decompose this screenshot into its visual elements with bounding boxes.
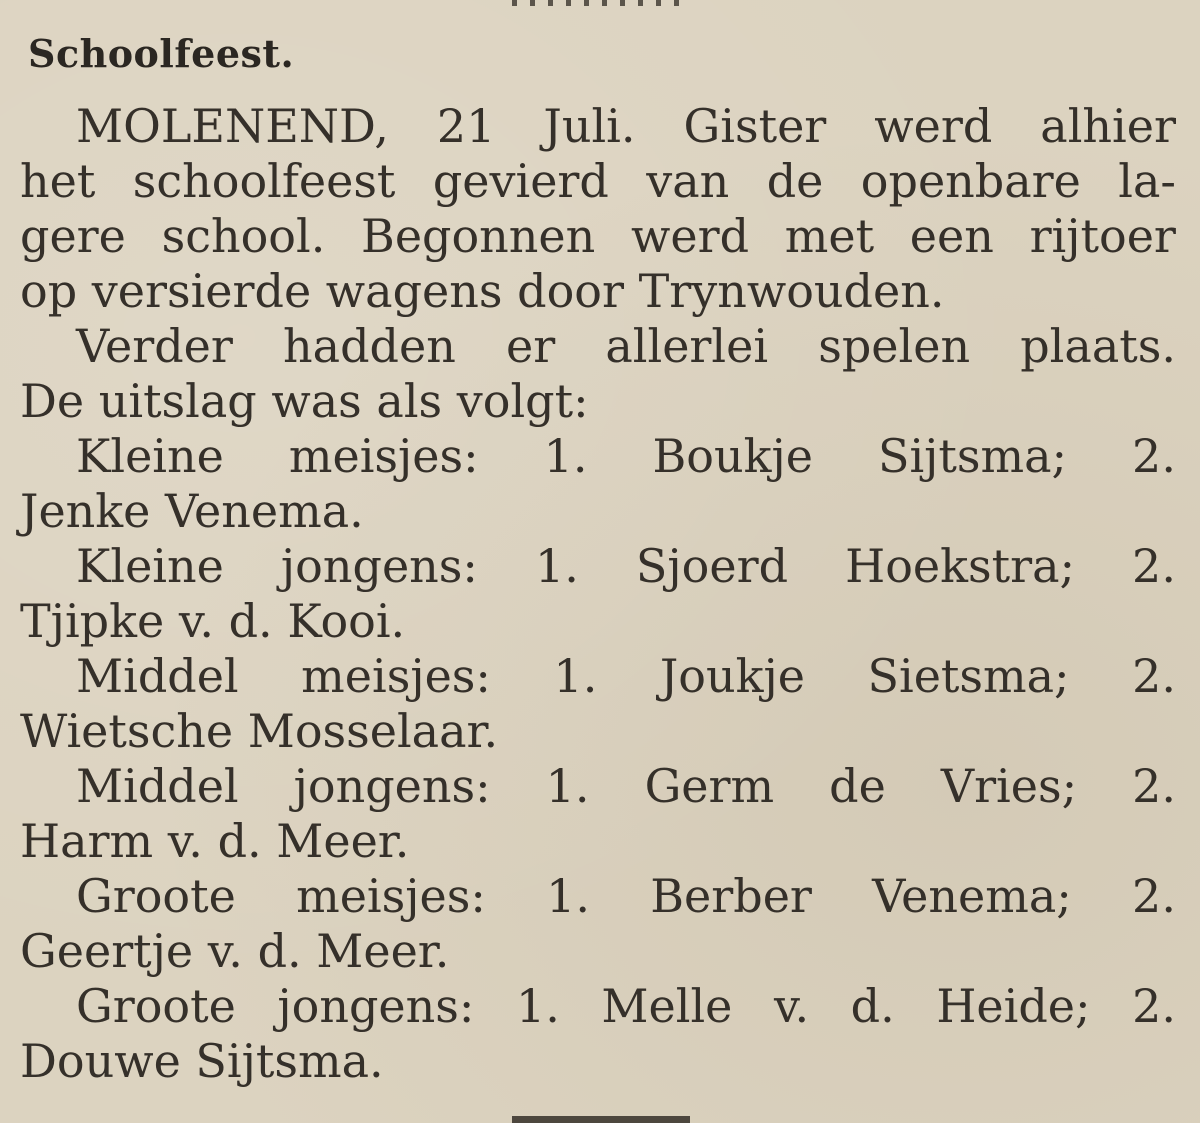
- word: meisjes:: [288, 429, 479, 483]
- word: Trynwouden.: [638, 264, 945, 318]
- word: gevierd: [432, 154, 609, 208]
- word: Begonnen: [361, 209, 596, 263]
- result-line: [76, 758, 1176, 814]
- word: 2.: [1132, 539, 1176, 593]
- word: 1.: [543, 429, 588, 483]
- word: alhier: [1040, 99, 1176, 153]
- result-line: [20, 813, 1176, 869]
- word: door: [517, 264, 639, 318]
- word: Wietsche: [20, 704, 248, 758]
- word: Sijtsma.: [195, 1034, 384, 1088]
- result-line: [20, 923, 1176, 979]
- word: versierde: [91, 264, 326, 318]
- word: 1.: [534, 539, 579, 593]
- word: Hoekstra;: [845, 539, 1075, 593]
- word: Boukje: [652, 429, 813, 483]
- word: de: [766, 154, 824, 208]
- word: school.: [161, 209, 326, 263]
- word: 2.: [1132, 429, 1176, 483]
- word: de: [829, 759, 886, 813]
- word: van: [646, 154, 730, 208]
- result-line: [20, 703, 1176, 759]
- article-line: [20, 208, 1176, 264]
- article-headline: Schoolfeest.: [28, 31, 295, 76]
- word: Germ: [644, 759, 775, 813]
- word: v.: [167, 814, 218, 868]
- word: spelen: [818, 319, 971, 373]
- word: Kleine: [76, 539, 224, 593]
- word: volgt:: [456, 374, 589, 428]
- word: Meer.: [276, 814, 410, 868]
- word: Jenke: [20, 484, 166, 538]
- word: De: [20, 374, 99, 428]
- word: jongens:: [280, 539, 478, 593]
- word: d.: [217, 814, 277, 868]
- word: v.: [178, 594, 229, 648]
- word: Mosselaar.: [247, 704, 499, 758]
- bottom-column-rule: [512, 1116, 690, 1123]
- word: Geertje: [20, 924, 208, 978]
- result-line: [20, 483, 1176, 539]
- article-line: [76, 98, 1176, 154]
- word: een: [909, 209, 994, 263]
- word: Gister: [683, 99, 827, 153]
- word: 2.: [1132, 869, 1176, 923]
- article-line: [20, 153, 1176, 209]
- word: met: [784, 209, 875, 263]
- word: 1.: [553, 649, 598, 703]
- word: v.: [773, 979, 810, 1033]
- word: Middel: [76, 759, 239, 813]
- word: Melle: [601, 979, 733, 1033]
- word: Meer.: [316, 924, 450, 978]
- word: Kooi.: [287, 594, 406, 648]
- word: Kleine: [76, 429, 224, 483]
- word: d.: [228, 594, 288, 648]
- result-line: [20, 593, 1176, 649]
- word: Middel: [76, 649, 239, 703]
- word: Heide;: [936, 979, 1091, 1033]
- word: meisjes:: [301, 649, 491, 703]
- word: 1.: [515, 979, 560, 1033]
- word: Venema.: [165, 484, 364, 538]
- word: Joukje: [659, 649, 805, 703]
- word: 2.: [1132, 979, 1176, 1033]
- word: 1.: [546, 869, 590, 923]
- word: gere: [20, 209, 126, 263]
- word: schoolfeest: [132, 154, 396, 208]
- word: d.: [257, 924, 317, 978]
- word: Groote: [76, 979, 236, 1033]
- article-line: [20, 373, 1176, 429]
- word: Juli.: [543, 99, 636, 153]
- word: op: [20, 264, 92, 318]
- word: v.: [207, 924, 258, 978]
- article-line: [20, 263, 1176, 319]
- word: werd: [631, 209, 750, 263]
- word: was: [271, 374, 377, 428]
- result-line: [76, 538, 1176, 594]
- word: Sjoerd: [635, 539, 789, 593]
- word: als: [376, 374, 457, 428]
- word: Berber: [650, 869, 812, 923]
- word: Douwe: [20, 1034, 196, 1088]
- word: jongens:: [277, 979, 475, 1033]
- word: openbare: [860, 154, 1081, 208]
- word: het: [20, 154, 96, 208]
- word: meisjes:: [296, 869, 486, 923]
- word: Sietsma;: [867, 649, 1070, 703]
- word: Harm: [20, 814, 168, 868]
- word: jongens:: [293, 759, 491, 813]
- word: Verder: [76, 319, 233, 373]
- word: werd: [874, 99, 993, 153]
- article-line: [76, 318, 1176, 374]
- word: la-: [1118, 154, 1176, 208]
- result-line: [20, 1033, 1176, 1089]
- word: 21: [436, 99, 496, 153]
- word: rijtoer: [1029, 209, 1176, 263]
- word: er: [505, 319, 556, 373]
- result-line: [76, 648, 1176, 704]
- word: allerlei: [605, 319, 769, 373]
- word: uitslag: [98, 374, 272, 428]
- word: Tjipke: [20, 594, 179, 648]
- result-line: [76, 868, 1176, 924]
- result-line: [76, 428, 1176, 484]
- word: 2.: [1132, 649, 1176, 703]
- word: Groote: [76, 869, 236, 923]
- word: plaats.: [1020, 319, 1176, 373]
- word: wagens: [325, 264, 518, 318]
- word: MOLENEND,: [76, 99, 389, 153]
- word: d.: [850, 979, 895, 1033]
- result-line: [76, 978, 1176, 1034]
- word: Sijtsma;: [877, 429, 1068, 483]
- word: 1.: [545, 759, 590, 813]
- word: hadden: [283, 319, 456, 373]
- word: Vries;: [940, 759, 1078, 813]
- word: Venema;: [872, 869, 1072, 923]
- word: 2.: [1132, 759, 1176, 813]
